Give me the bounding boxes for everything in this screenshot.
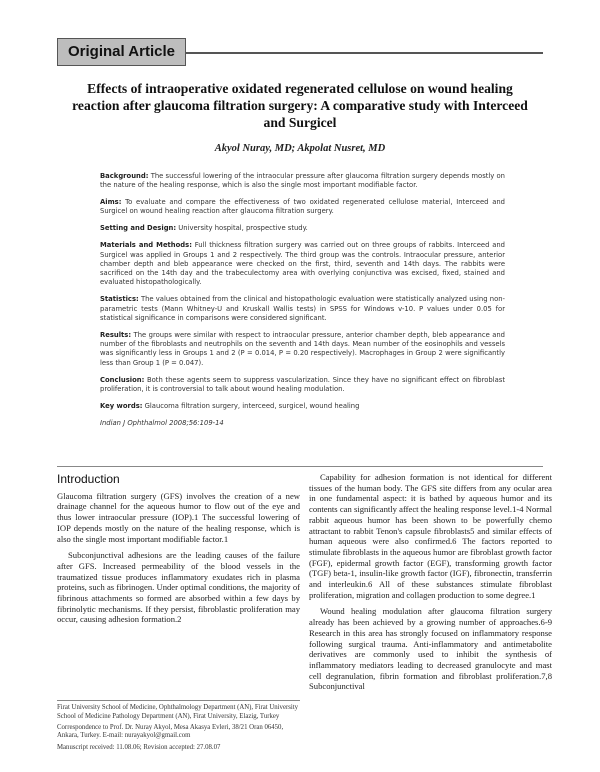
introduction-heading: Introduction (57, 472, 120, 486)
affiliation-institutions: Firat University School of Medicine, Ophthalmology Department (AN), Firat University School of Medicine Pathology Department (AN), Firat University, Elazig, Turkey (57, 704, 299, 720)
abstract-statistics: Statistics: The values obtained from the clinical and histopathologic evaluation were statistically analyzed using non-parametric tests (Mann Whitney-U and Kruskall Wallis tests) in SPSS for Windows v-10. P values under 0.05 for statistical significance in comparisons were considered significant. (100, 295, 505, 322)
affiliations-footnote (57, 700, 300, 755)
journal-citation: Indian J Ophthalmol 2008;56:109-14 (100, 418, 224, 427)
abstract-background: Background: The successful lowering of the intraocular pressure after glaucoma filtration surgery depends mostly on the nature of the healing response, which is also the single most important modifiable factor. (100, 172, 505, 190)
article-title: Effects of intraoperative oxidated regenerated cellulose on wound healing reaction after glaucoma filtration surgery: A comparative study with Interceed and Surgicel (72, 81, 528, 130)
right-paragraph-1: Capability for adhesion formation is not identical for different tissues of the human body. The GFS site differs from any ocular area in one fundamental aspect: it is bathed by aqueous humor and its contents can significantly affect the healing response level.1-4 Normal rabbit aqueous humor has been shown to be powerfully chemo attractant to rabbit Tenon's capsule fibroblasts5 and similar effects of human aqueous were also confirmed.6 The factors reported to stimulate fibroblasts in the aqueous humor are fibroblast growth factor (FGF), epidermal growth factor (EGF), transforming growth factor (TGF) beta-1, insulin-like growth factor (IGF), fibronectin, transferrin and interleukin.6 All of these substances stimulate fibroblast proliferation, migration and collagen production to some degree.1 (309, 472, 552, 600)
right-column (309, 472, 552, 698)
intro-paragraph-1: Glaucoma filtration surgery (GFS) involves the creation of a new drainage channel for the aqueous humor to flow out of the eye and thus lower intraocular pressure (IOP).1 The successful lowering of IOP depends mostly on the nature of the healing response, which is also the single most important modifiable factor.1 (57, 490, 300, 544)
intro-paragraph-2: Subconjunctival adhesions are the leading causes of the failure after GFS. Increased permeability of the blood vessels in the traumatized tissue produces inflammatory exudates rich in plasma proteins, such as fibrinogen. Under optimal conditions, the majority of fibrinous attachments so formed are absorbed within a few days by fibrinolytic mechanisms. If they persist, fibroblastic proliferation may occur, causing adhesion formation.2 (57, 550, 300, 625)
left-column (57, 474, 300, 631)
author-list: Akyol Nuray, MD; Akpolat Nusret, MD (214, 143, 386, 154)
abstract (100, 172, 505, 428)
abstract-results: Results: The groups were similar with respect to intraocular pressure, anterior chamber depth, bleb appearance and number of the fibroblasts and neutrophils on the seventh and 14th days. Mean number of the eosinophils and vessels was significantly less in Groups 1 and 2 (P = 0.014, P = 0.20 respectively). Macrophages in Group 2 were significantly less than Group 1 (P = 0.047). (100, 330, 505, 367)
article-type-banner (57, 38, 543, 66)
affiliation-manuscript-dates: Manuscript received: 11.08.06; Revision accepted: 27.08.07 (57, 743, 221, 751)
abstract-methods: Materials and Methods: Full thickness filtration surgery was carried out on three groups of rabbits. Interceed and Surgicel was applied in Groups 1 and 2 respectively. The third group was the controls. Intraocular pressure, anterior chamber depth and bleb appearance were checked on the first, third, seventh and 14th days. The rabbits were sacrificed on the 14th day and the trabeculectomy area with overlying conjunctiva was excised, fixed, stained and evaluated histopathologically. (100, 241, 505, 287)
abstract-conclusion: Conclusion: Both these agents seem to suppress vascularization. Since they have no significant effect on fibroblast proliferation, it is controversial to talk about wound healing modulation. (100, 375, 505, 393)
article-type-label: Original Article (57, 38, 186, 66)
affiliation-correspondence: Correspondence to Prof. Dr. Nuray Akyol, Mesa Akasya Evleri, 38/21 Oran 06450, Ankara, Turkey. E-mail: nurayakyol@gmail.com (57, 723, 284, 740)
right-paragraph-2: Wound healing modulation after glaucoma filtration surgery already has been achieved by a growing number of approaches.6-9 Research in this area has strongly focused on inflammatory response following surgical trauma. Anti-inflammatory and antimetabolite derivatives are commonly used to inhibit the synthesis of inflammatory mediators leading to decreased granulocyte and mast cell degranulation, fibrin formation and fibroblast proliferation.7,8 Subconjunctival (309, 606, 552, 692)
abstract-aims: Aims: To evaluate and compare the effectiveness of two oxidated regenerated cellulose material, Interceed and Surgicel on wound healing reaction after glaucoma filtration surgery. (100, 198, 505, 216)
abstract-keywords: Key words: Glaucoma filtration surgery, interceed, surgicel, wound healing (100, 401, 360, 410)
section-divider (57, 466, 543, 467)
abstract-setting: Setting and Design: University hospital, prospective study. (100, 224, 308, 233)
